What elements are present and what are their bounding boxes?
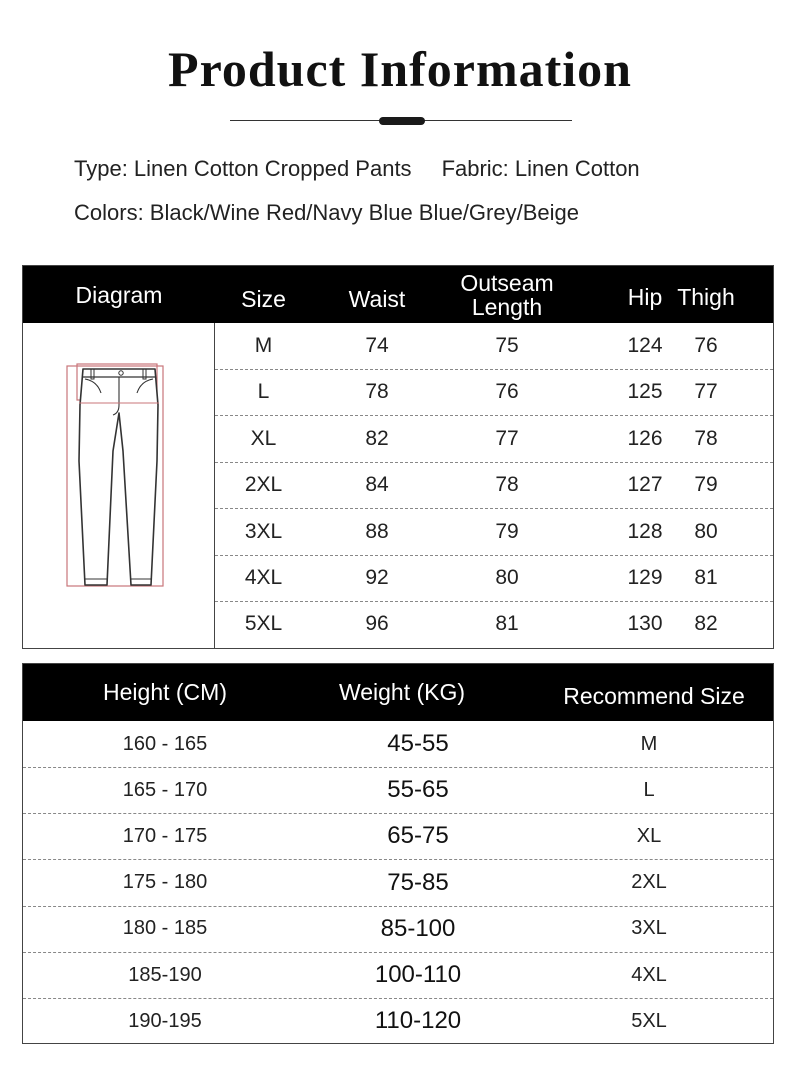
header-recommend-size: Recommend Size [563, 683, 745, 709]
recommend-cell-weight: 45-55 [387, 730, 449, 757]
size-cell-waist: 96 [365, 612, 389, 636]
recommend-cell-height: 180 - 185 [122, 917, 208, 940]
recommend-table-row [23, 721, 773, 768]
size-cell-hip: 125 [627, 380, 663, 404]
size-cell-outseam: 80 [495, 566, 519, 589]
size-cell-hip: 129 [627, 566, 663, 589]
recommend-cell-weight: 110-120 [374, 1007, 462, 1035]
recommend-cell-size: 2XL [631, 871, 667, 894]
size-cell-size: 3XL [244, 519, 283, 543]
size-cell-hip: 126 [627, 426, 663, 450]
size-cell-thigh: 76 [694, 334, 718, 357]
size-cell-outseam: 78 [495, 473, 519, 497]
recommend-table-header [23, 664, 773, 721]
size-cell-waist: 84 [365, 473, 389, 497]
recommend-cell-height: 175 - 180 [122, 871, 208, 894]
size-cell-size: L [257, 380, 270, 404]
recommend-cell-weight: 55-65 [387, 776, 449, 804]
info-type: Type: Linen Cotton Cropped Pants [74, 156, 412, 181]
recommend-cell-height: 185-190 [128, 963, 202, 986]
size-table-row [215, 323, 773, 370]
size-cell-hip: 130 [627, 612, 663, 636]
size-table-row [215, 555, 773, 602]
size-cell-size: 5XL [244, 612, 283, 636]
header-weight: Weight (KG) [338, 679, 466, 705]
size-cell-waist: 92 [365, 566, 389, 589]
page-title: Product Information [168, 41, 632, 97]
size-cell-hip: 127 [627, 473, 663, 497]
size-cell-size: XL [250, 426, 277, 450]
size-cell-size: 4XL [244, 566, 283, 589]
recommend-table-row [23, 998, 773, 1044]
recommend-table-row [23, 860, 773, 907]
header-height: Height (CM) [103, 679, 227, 705]
recommend-cell-size: 5XL [631, 1009, 667, 1032]
size-cell-thigh: 79 [694, 473, 718, 497]
size-cell-hip: 124 [627, 334, 663, 357]
recommend-cell-size: XL [636, 824, 662, 847]
recommend-cell-size: 3XL [631, 917, 667, 940]
header-diagram: Diagram [75, 281, 163, 308]
recommend-cell-height: 170 - 175 [122, 824, 208, 847]
size-table-row [215, 462, 773, 509]
recommend-cell-weight: 100-110 [374, 961, 462, 988]
recommend-table-row [23, 767, 773, 814]
size-cell-outseam: 75 [495, 334, 519, 357]
recommend-cell-weight: 75-85 [387, 868, 449, 896]
size-cell-waist: 88 [365, 519, 389, 543]
size-cell-outseam: 81 [495, 612, 519, 636]
size-table-row [215, 416, 773, 463]
recommend-cell-size: M [640, 732, 658, 755]
recommend-cell-height: 160 - 165 [122, 732, 208, 755]
size-cell-outseam: 76 [495, 380, 519, 404]
size-cell-thigh: 80 [694, 519, 718, 543]
size-cell-hip: 128 [627, 519, 663, 543]
header-size: Size [241, 285, 286, 312]
header-outseam-line2: Length [471, 293, 543, 320]
recommend-table [22, 663, 774, 1044]
size-cell-waist: 82 [365, 426, 389, 450]
diagram-cell [23, 323, 215, 649]
header-thigh: Thigh [677, 283, 735, 310]
size-cell-outseam: 79 [495, 519, 519, 543]
size-table-header [23, 266, 773, 323]
recommend-cell-size: 4XL [631, 963, 667, 986]
recommend-table-row [23, 906, 773, 953]
size-cell-size: 2XL [244, 473, 283, 497]
recommend-cell-height: 190-195 [128, 1009, 202, 1032]
recommend-cell-weight: 85-100 [380, 914, 456, 942]
size-table-row [215, 509, 773, 556]
recommend-cell-weight: 65-75 [387, 822, 449, 850]
size-cell-waist: 74 [365, 334, 389, 357]
title-divider-accent [379, 117, 425, 125]
size-cell-thigh: 82 [694, 612, 718, 636]
recommend-cell-height: 165 - 170 [122, 778, 208, 801]
header-outseam-line1: Outseam [460, 269, 554, 296]
header-hip: Hip [627, 283, 663, 310]
recommend-cell-size: L [643, 778, 655, 801]
size-cell-waist: 78 [365, 380, 389, 404]
size-table-row [215, 369, 773, 416]
header-outseam-length [442, 266, 572, 323]
size-table [22, 265, 774, 649]
info-line-type-fabric [74, 156, 640, 182]
size-table-row [215, 601, 773, 647]
size-cell-size: M [254, 334, 273, 357]
size-cell-thigh: 77 [694, 380, 718, 404]
size-cell-thigh: 81 [694, 566, 718, 589]
recommend-table-row [23, 813, 773, 860]
size-cell-outseam: 77 [495, 426, 519, 450]
size-cell-thigh: 78 [694, 426, 718, 450]
info-fabric: Fabric: Linen Cotton [441, 156, 640, 181]
info-colors: Colors: Black/Wine Red/Navy Blue Blue/Grey/Beige [74, 200, 579, 225]
recommend-table-row [23, 952, 773, 999]
pants-diagram-icon [63, 361, 175, 591]
header-waist: Waist [348, 285, 406, 312]
